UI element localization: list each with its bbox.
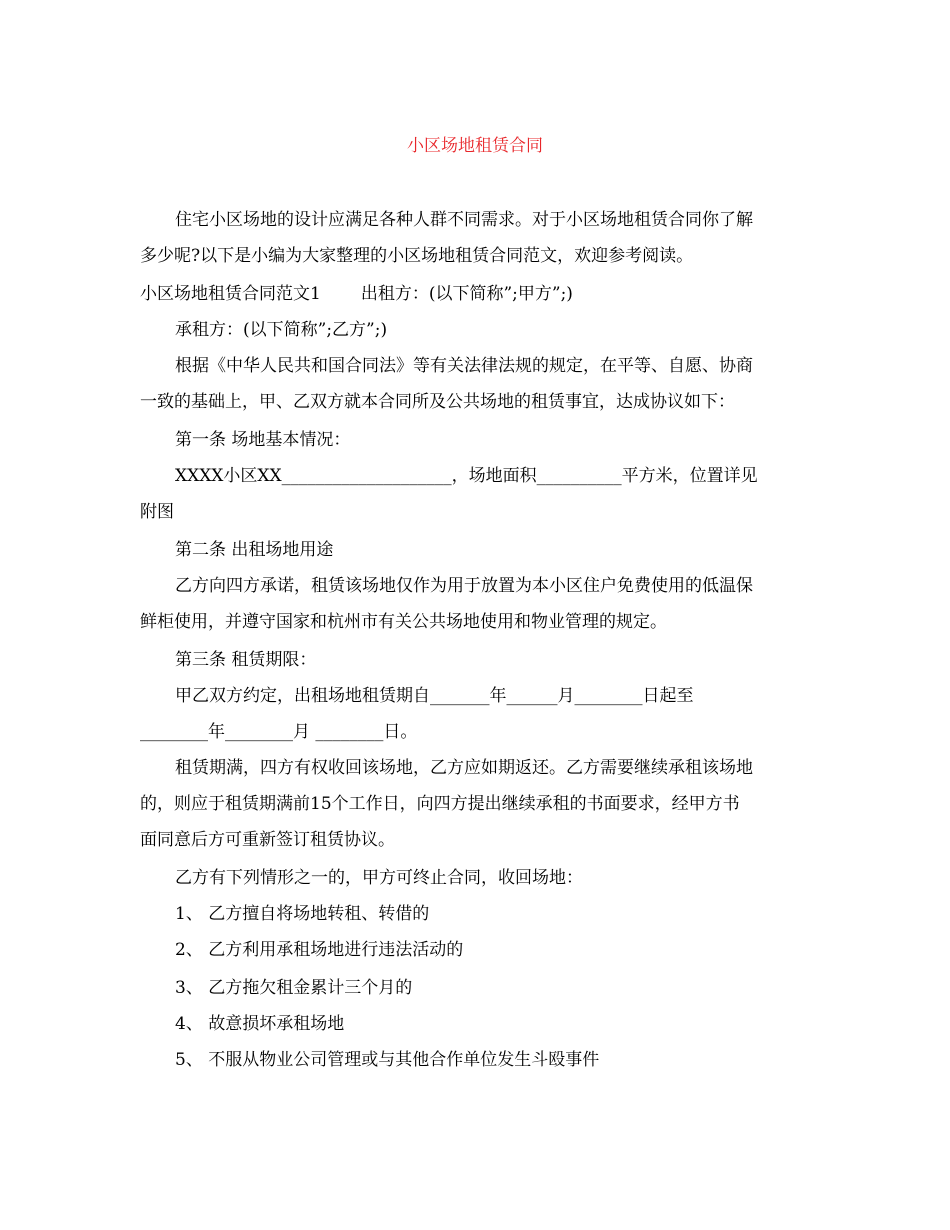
- article-heading: 第一条 场地基本情况：: [175, 430, 351, 450]
- sample-heading: 小区场地租赁合同范文1: [140, 284, 321, 304]
- list-item: 4、 故意损坏承租场地: [175, 1014, 345, 1034]
- paragraph-line: XXXX小区XX____________________，场地面积__________平方米，位置详见: [175, 466, 758, 486]
- paragraph-line: 面同意后方可重新签订租赁协议。: [140, 830, 395, 850]
- paragraph-line: [140, 282, 573, 306]
- paragraph-line: 住宅小区场地的设计应满足各种人群不同需求。对于小区场地租赁合同你了解: [175, 210, 753, 230]
- list-item: 1、 乙方擅自将场地转租、转借的: [175, 904, 430, 924]
- lessor-label: 出租方：(以下简称”;甲方”;): [360, 284, 573, 304]
- paragraph-line: ________年________月 ________日。: [140, 722, 418, 742]
- paragraph-line: 附图: [140, 502, 174, 522]
- paragraph-line: 一致的基础上，甲、乙双方就本合同所及公共场地的租赁事宜，达成协议如下：: [140, 392, 735, 412]
- paragraph-line: 乙方有下列情形之一的，甲方可终止合同，收回场地：: [175, 868, 583, 888]
- article-heading: 第二条 出租场地用途: [175, 540, 334, 560]
- paragraph-line: 多少呢?以下是小编为大家整理的小区场地租赁合同范文，欢迎参考阅读。: [140, 246, 694, 266]
- paragraph-line: 根据《中华人民共和国合同法》等有关法律法规的规定，在平等、自愿、协商: [175, 356, 753, 376]
- paragraph-line: 租赁期满，四方有权收回该场地，乙方应如期返还。乙方需要继续承租该场地: [175, 758, 753, 778]
- paragraph-line: 承租方：(以下简称”;乙方”;): [175, 320, 388, 340]
- list-item: 5、 不服从物业公司管理或与其他合作单位发生斗殴事件: [175, 1050, 600, 1070]
- paragraph-line: 的，则应于租赁期满前15个工作日，向四方提出继续承租的书面要求，经甲方书: [140, 794, 740, 814]
- paragraph-line: 乙方向四方承诺，租赁该场地仅作为用于放置为本小区住户免费使用的低温保: [175, 576, 753, 596]
- list-item: 2、 乙方利用承租场地进行违法活动的: [175, 940, 464, 960]
- paragraph-line: 鲜柜使用，并遵守国家和杭州市有关公共场地使用和物业管理的规定。: [140, 612, 667, 632]
- paragraph-line: 甲乙双方约定，出租场地租赁期自_______年______月________日起至: [175, 686, 694, 706]
- list-item: 3、 乙方拖欠租金累计三个月的: [175, 978, 413, 998]
- article-heading: 第三条 租赁期限：: [175, 650, 317, 670]
- document-title: 小区场地租赁合同: [407, 136, 543, 156]
